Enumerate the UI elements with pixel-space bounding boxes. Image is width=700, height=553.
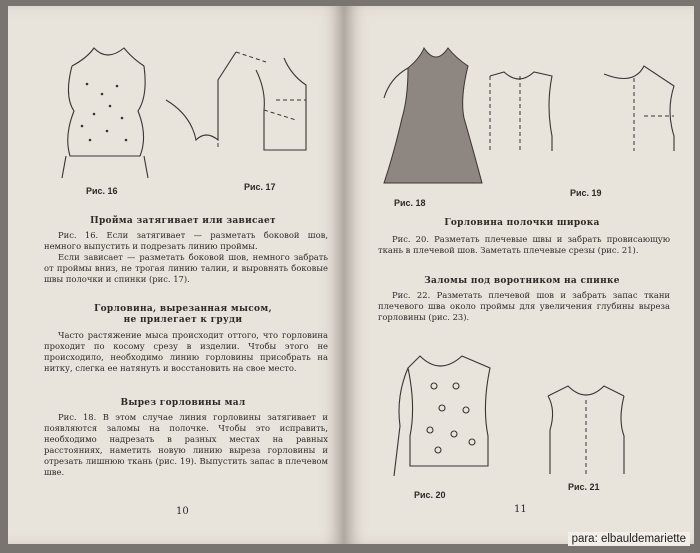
body-text — [44, 412, 328, 478]
paragraph: Если зависает — разметать боковой шов, немного забрать от проймы вниз, не трогая линию талии, и выровнять боковые швы полочки и спинки (рис. 17). — [44, 252, 328, 284]
figure-21-caption: Рис. 21 — [568, 482, 600, 492]
figure-18-illustration — [378, 38, 488, 188]
body-text — [378, 234, 670, 256]
body-text — [44, 230, 328, 285]
watermark-credit: para: elbauldemariette — [568, 532, 690, 546]
body-text — [378, 290, 670, 323]
figure-21-illustration — [538, 370, 668, 480]
section-heading: Горловина, вырезанная мысом, — [94, 304, 272, 314]
figure-17-illustration — [156, 40, 326, 160]
paragraph: Рис. 16. Если затягивает — разметать боковой шов, немного выпустить и подрезать линию проймы. — [44, 230, 328, 251]
section-heading: Заломы под воротником на спинке — [424, 276, 620, 286]
figure-17-caption: Рис. 17 — [244, 182, 276, 192]
paragraph: Рис. 20. Разметать плечевые швы и забрать провисающую ткань в плечевой шов. Заметать плечевые срезы (рис. 21). — [378, 234, 670, 255]
figure-19-caption: Рис. 19 — [570, 188, 602, 198]
section-heading: Пройма затягивает или зависает — [90, 216, 276, 226]
body-text — [44, 330, 328, 374]
page-number: 10 — [176, 506, 189, 517]
page-number: 11 — [514, 504, 527, 515]
left-page — [8, 6, 344, 544]
figure-20-illustration — [390, 346, 510, 481]
figure-16-illustration — [52, 36, 162, 181]
section-heading: Горловина полочки широка — [444, 218, 600, 228]
figure-19-illustration — [484, 46, 684, 156]
paragraph: Часто растяжение мыса происходит оттого, что горловина проходит по косому срезу в изделии. Чтобы этого не происходило, необходимо линию горловины присобрать на нитку, слегка ее натянуть и восстановить на свое место. — [44, 330, 328, 373]
right-page — [344, 6, 694, 544]
paragraph: Рис. 18. В этом случае линия горловины затягивает и появляются заломы на полочке. Чтобы это исправить, необходимо надрезать в разных местах на равных расстояниях, наметить новую линию выреза горловины и отрезать лишнюю ткань (рис. 19). Выпустить запас в плечевом шве. — [44, 412, 328, 477]
figure-20-caption: Рис. 20 — [414, 490, 446, 500]
figure-18-caption: Рис. 18 — [394, 198, 426, 208]
figure-16-caption: Рис. 16 — [86, 186, 118, 196]
paragraph: Рис. 22. Разметать плечевой шов и забрать запас ткани плечевого шва около проймы для увеличения глубины выреза горловины (рис. 23). — [378, 290, 670, 322]
section-heading: не прилегает к груди — [123, 315, 243, 325]
section-heading: Вырез горловины мал — [120, 398, 246, 408]
